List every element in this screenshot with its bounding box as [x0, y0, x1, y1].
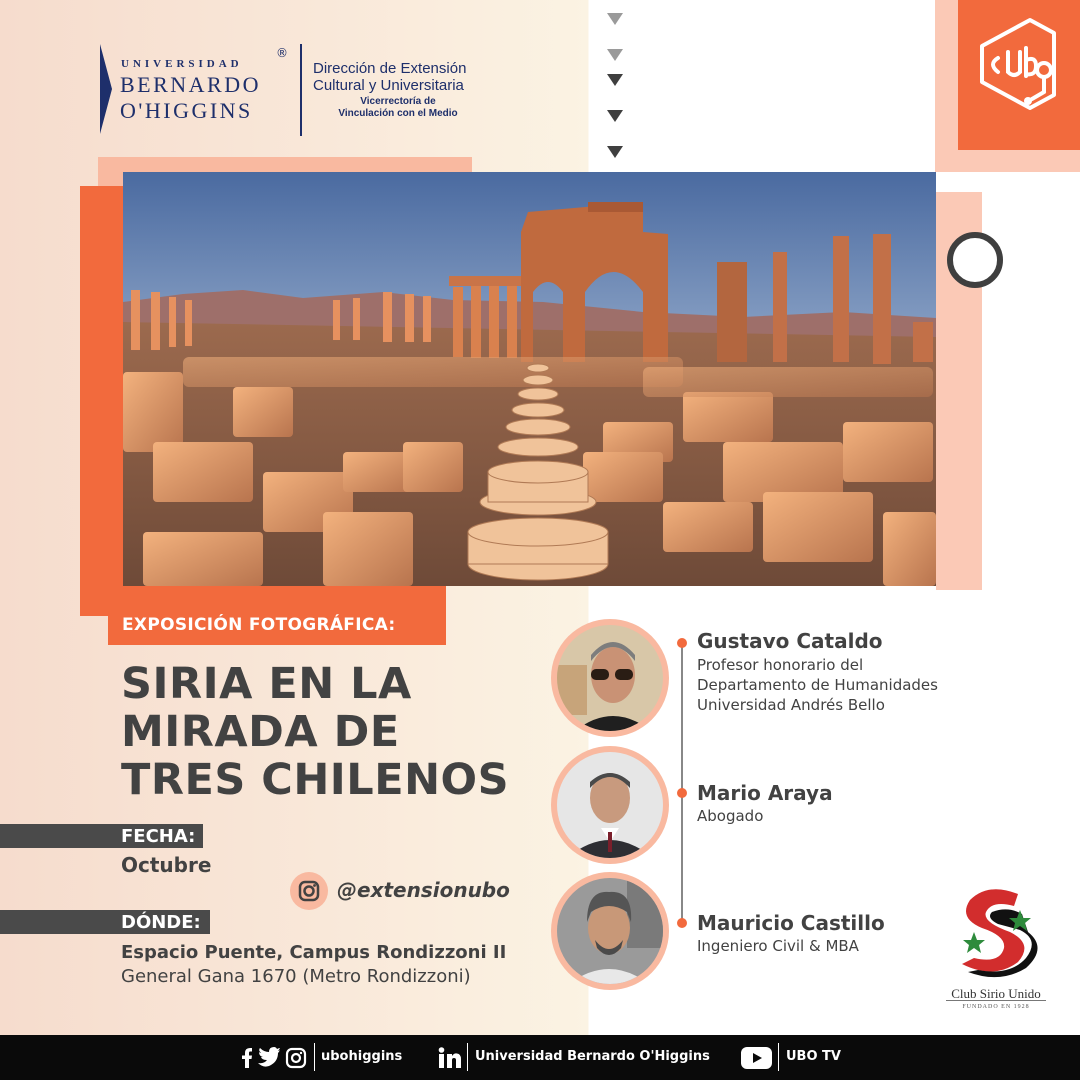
youtube-icon[interactable]: [741, 1047, 772, 1069]
timeline-dot: [677, 918, 687, 928]
footer-separator: [778, 1043, 779, 1071]
club-divider: [946, 1000, 1046, 1001]
donde-line2: General Gana 1670 (Metro Rondizzoni): [121, 966, 471, 987]
avatar: [557, 878, 663, 984]
vice-line2: Vinculación con el Medio: [338, 108, 458, 119]
ubo-logo-bar: [100, 44, 112, 134]
avatar: [557, 625, 663, 731]
cubo-hex-icon: [958, 0, 1080, 150]
direction-line2: Cultural y Universitaria: [313, 77, 464, 94]
club-sirio-logo: [948, 884, 1044, 984]
arrow-down-icon: [607, 74, 623, 86]
donde-label: DÓNDE:: [0, 910, 210, 934]
timeline-dot: [677, 788, 687, 798]
ubo-logo-line3: O'HIGGINS: [120, 98, 253, 123]
avatar: [557, 752, 663, 858]
speaker-desc: Abogado: [697, 807, 764, 825]
exhibition-tag: EXPOSICIÓN FOTOGRÁFICA:: [108, 605, 446, 645]
arrow-down-icon: [607, 49, 623, 61]
instagram-icon[interactable]: [290, 872, 328, 910]
club-name: Club Sirio Unido: [951, 986, 1041, 1001]
speakers-timeline: [681, 640, 683, 926]
social-icons: [238, 1047, 308, 1069]
footer-bar: [0, 1035, 1080, 1080]
footer-separator: [467, 1043, 468, 1071]
speaker-desc: Universidad Andrés Bello: [697, 696, 885, 714]
palmyra-ruins-photo: [123, 172, 936, 586]
arrow-down-icon: [607, 110, 623, 122]
footer-linkedin-label[interactable]: Universidad Bernardo O'Higgins: [475, 1049, 710, 1064]
ubo-logo-line2: BERNARDO: [120, 72, 262, 97]
ubo-logo-line1: UNIVERSIDAD: [121, 58, 243, 70]
fecha-label: FECHA:: [0, 824, 203, 848]
arrow-down-icon: [607, 13, 623, 25]
footer-youtube-label[interactable]: UBO TV: [786, 1049, 841, 1064]
linkedin-icon[interactable]: [438, 1047, 462, 1069]
footer-separator: [314, 1043, 315, 1071]
speaker-name: Gustavo Cataldo: [697, 629, 883, 653]
vice-line1: Vicerrectoría de: [360, 96, 436, 107]
speaker-name: Mario Araya: [697, 781, 833, 805]
speaker-desc: Profesor honorario del: [697, 656, 864, 674]
event-title-line3: TRES CHILENOS: [121, 755, 510, 805]
speaker-name: Mauricio Castillo: [697, 911, 885, 935]
speaker-desc: Ingeniero Civil & MBA: [697, 937, 859, 955]
arrow-down-icon: [607, 146, 623, 158]
event-title: [121, 660, 509, 804]
club-founded: FUNDADO EN 1928: [962, 1004, 1030, 1010]
donde-line1: Espacio Puente, Campus Rondizzoni II: [121, 942, 507, 963]
footer-social-handle[interactable]: ubohiggins: [321, 1049, 403, 1064]
event-title-line1: SIRIA EN LA: [121, 659, 412, 709]
header-divider: [300, 44, 302, 136]
registered-mark: ®: [276, 46, 288, 60]
timeline-dot: [677, 638, 687, 648]
instagram-handle[interactable]: @extensionubo: [337, 878, 510, 902]
event-title-line2: MIRADA DE: [121, 707, 400, 757]
direction-line1: Dirección de Extensión: [313, 60, 467, 77]
fecha-value: Octubre: [121, 853, 212, 877]
speaker-desc: Departamento de Humanidades: [697, 676, 938, 694]
ring-decoration: [947, 232, 1003, 288]
cubo-logo: [958, 0, 1080, 150]
